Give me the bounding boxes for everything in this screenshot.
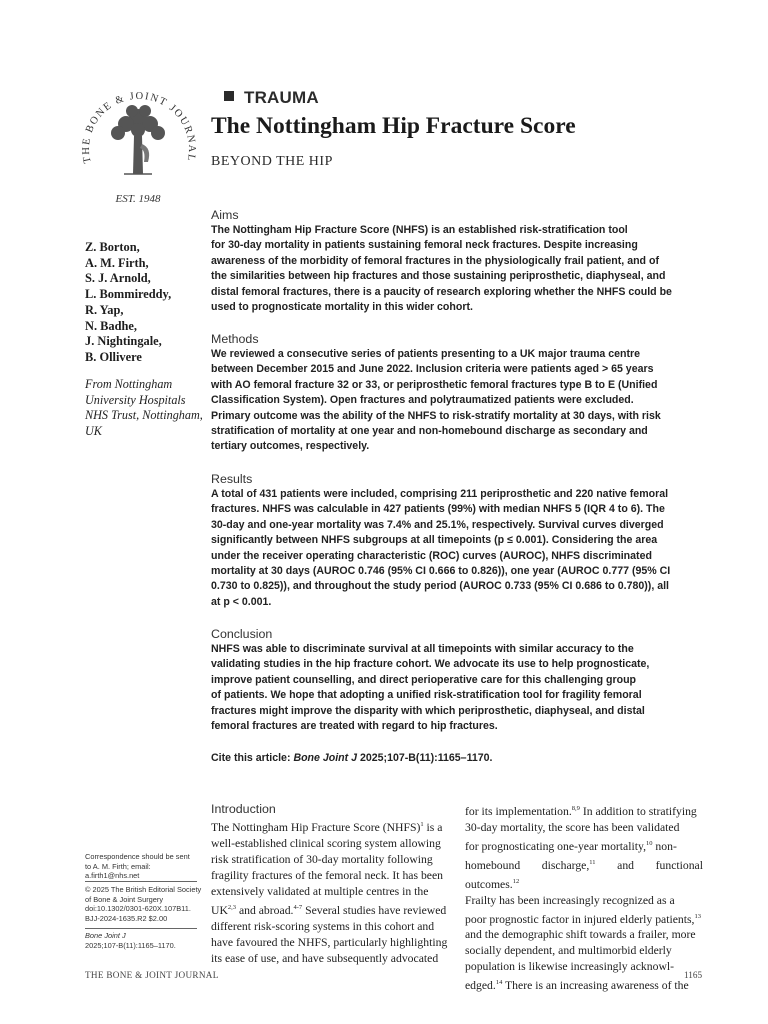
aims-heading: Aims <box>211 208 239 222</box>
journal-reference <box>85 931 203 950</box>
article-subtitle: BEYOND THE HIP <box>211 154 333 169</box>
page-number: 1165 <box>684 970 703 980</box>
copyright-note: © 2025 The British Editorial Society of Bone & Joint Surgery doi:10.1302/0301-620X.107B11. BJJ-2024-1635.R2 $2.00 <box>85 885 202 923</box>
cite-journal: Bone Joint J <box>293 752 358 764</box>
abstract-methods <box>211 332 711 455</box>
cite-line <box>211 752 711 764</box>
logo-arc-text: THE BONE & JOINT JOURNAL <box>80 90 198 165</box>
correspondence-note: Correspondence should be sent to A. M. Firth; email: a.firth1@nhs.net <box>85 852 190 881</box>
methods-heading: Methods <box>211 332 259 346</box>
aims-text: The Nottingham Hip Fracture Score (NHFS) is an established risk-stratification tool for 30-day mortality in patients sustaining femoral neck fractures. Despite increasing awareness of the morbidity of femoral fractures in the physiologically frail patient, and of the similarities between hip fractures and those sustaining periprosthetic, diaphyseal, and distal femoral fractures, there is a paucity of research exploring whether the NHFS could be used to prognosticate mortality in this wider cohort. <box>211 224 672 314</box>
abstract-conclusion <box>211 627 711 734</box>
conclusion-heading: Conclusion <box>211 627 273 641</box>
methods-text: We reviewed a consecutive series of patients presenting to a UK major trauma centre between December 2015 and June 2022. Inclusion criteria were patients aged > 65 years with AO femoral fracture 32 or 33, or periprosthetic femoral fractures type B to E (Unified Classification System). Open fractures and polytraumatized patients were excluded. Primary outcome was the ability of the NHFS to risk-stratify mortality at 30 days, with risk stratification of mortality at one year and non-homebound discharge as secondary and tertiary outcomes, respectively. <box>211 348 661 453</box>
journal-ref-text: 2025;107-B(11):1165–1170. <box>85 940 176 950</box>
cite-ref: 2025;107-B(11):1165–1170. <box>359 752 493 764</box>
results-text: A total of 431 patients were included, comprising 211 periprosthetic and 220 native femoral fractures. NHFS was calculable in 427 patients (99%) with median NHFS 5 (IQR 4 to 6). The 30-day and one-year mortality was 7.4% and 25.1%, respectively. Survival curves diverged significantly between NHFS subgroups at all timepoints (p ≤ 0.001). Considering the area under the receiver operating characteristic (ROC) curves (AUROC), NHFS discriminated mortality at 30 days (AUROC 0.746 (95% CI 0.666 to 0.826)), one year (AUROC 0.777 (95% CI 0.730 to 0.825)), and throughout the study period (AUROC 0.733 (95% CI 0.686 to 0.780)), all at p < 0.001. <box>211 488 671 608</box>
author: L. Bommireddy, <box>85 287 172 302</box>
cite-label: Cite this article: <box>211 752 291 764</box>
section-tag <box>224 88 319 108</box>
journal-logo <box>78 78 198 208</box>
introduction-heading: Introduction <box>211 802 276 816</box>
body-column-right: for its implementation.$^{8,9}$ In addition to stratifying 30-day mortality, the score has been validated for prognosticating one-year mortality,$^{10}$ non- homebound discharge,$^{11}$ and functional outcomes.$^{12}$ Frailty has been increasingly recognized as a poor prognostic factor in injured elderly patients,$^{13}$ and the demographic shift towards a frailer, more socially dependent, and multimorbid elderly population is likewise increasingly acknowl- edged.$^{14}$ There is an increasing awareness of the <box>465 804 703 993</box>
section-label: TRAUMA <box>244 88 319 107</box>
journal-short: Bone Joint J <box>85 931 126 940</box>
affiliation: From Nottingham University Hospitals NHS Trust, Nottingham, UK <box>85 377 203 438</box>
footer-journal: THE BONE & JOINT JOURNAL <box>85 970 219 980</box>
divider <box>85 928 197 929</box>
results-heading: Results <box>211 472 253 486</box>
logo-est-text: EST. 1948 <box>115 193 161 205</box>
abstract-results <box>211 472 711 610</box>
conclusion-text: NHFS was able to discriminate survival at all timepoints with similar accuracy to the validating studies in the hip fracture cohort. We advocate its use to help prognosticate, improve patient counselling, and direct perioperative care for this challenging group of patients. We hope that adopting a unified risk-stratification tool for fragility femoral fractures might improve the disparity with which periprosthetic, diaphyseal, and distal femoral fractures are treated with regard to hip fractures. <box>211 643 650 733</box>
divider <box>85 881 197 882</box>
author: N. Badhe, <box>85 318 137 333</box>
author-list <box>85 240 205 366</box>
author: S. J. Arnold, <box>85 271 151 286</box>
tree-icon <box>78 78 198 208</box>
square-bullet-icon <box>224 91 234 101</box>
author: J. Nightingale, <box>85 334 162 349</box>
body-column-left: The Nottingham Hip Fracture Score (NHFS)$^1$ is a well-established clinical scoring system allowing risk stratification of 30-day mortality following fragility fractures of the femoral neck. It has been extensively validated at multiple centres in the UK$^{2,3}$ and abroad.$^{4-7}$ Several studies have reviewed different risk-scoring systems in this cohort and have favoured the NHFS, particularly highlighting its ease of use, and have subsequently advocated <box>211 820 448 965</box>
author: Z. Borton, <box>85 240 140 254</box>
article-title: The Nottingham Hip Fracture Score <box>211 113 576 139</box>
author: B. Ollivere <box>85 349 142 364</box>
author: A. M. Firth, <box>85 255 149 270</box>
author: R. Yap, <box>85 302 124 317</box>
abstract-aims <box>211 208 711 315</box>
